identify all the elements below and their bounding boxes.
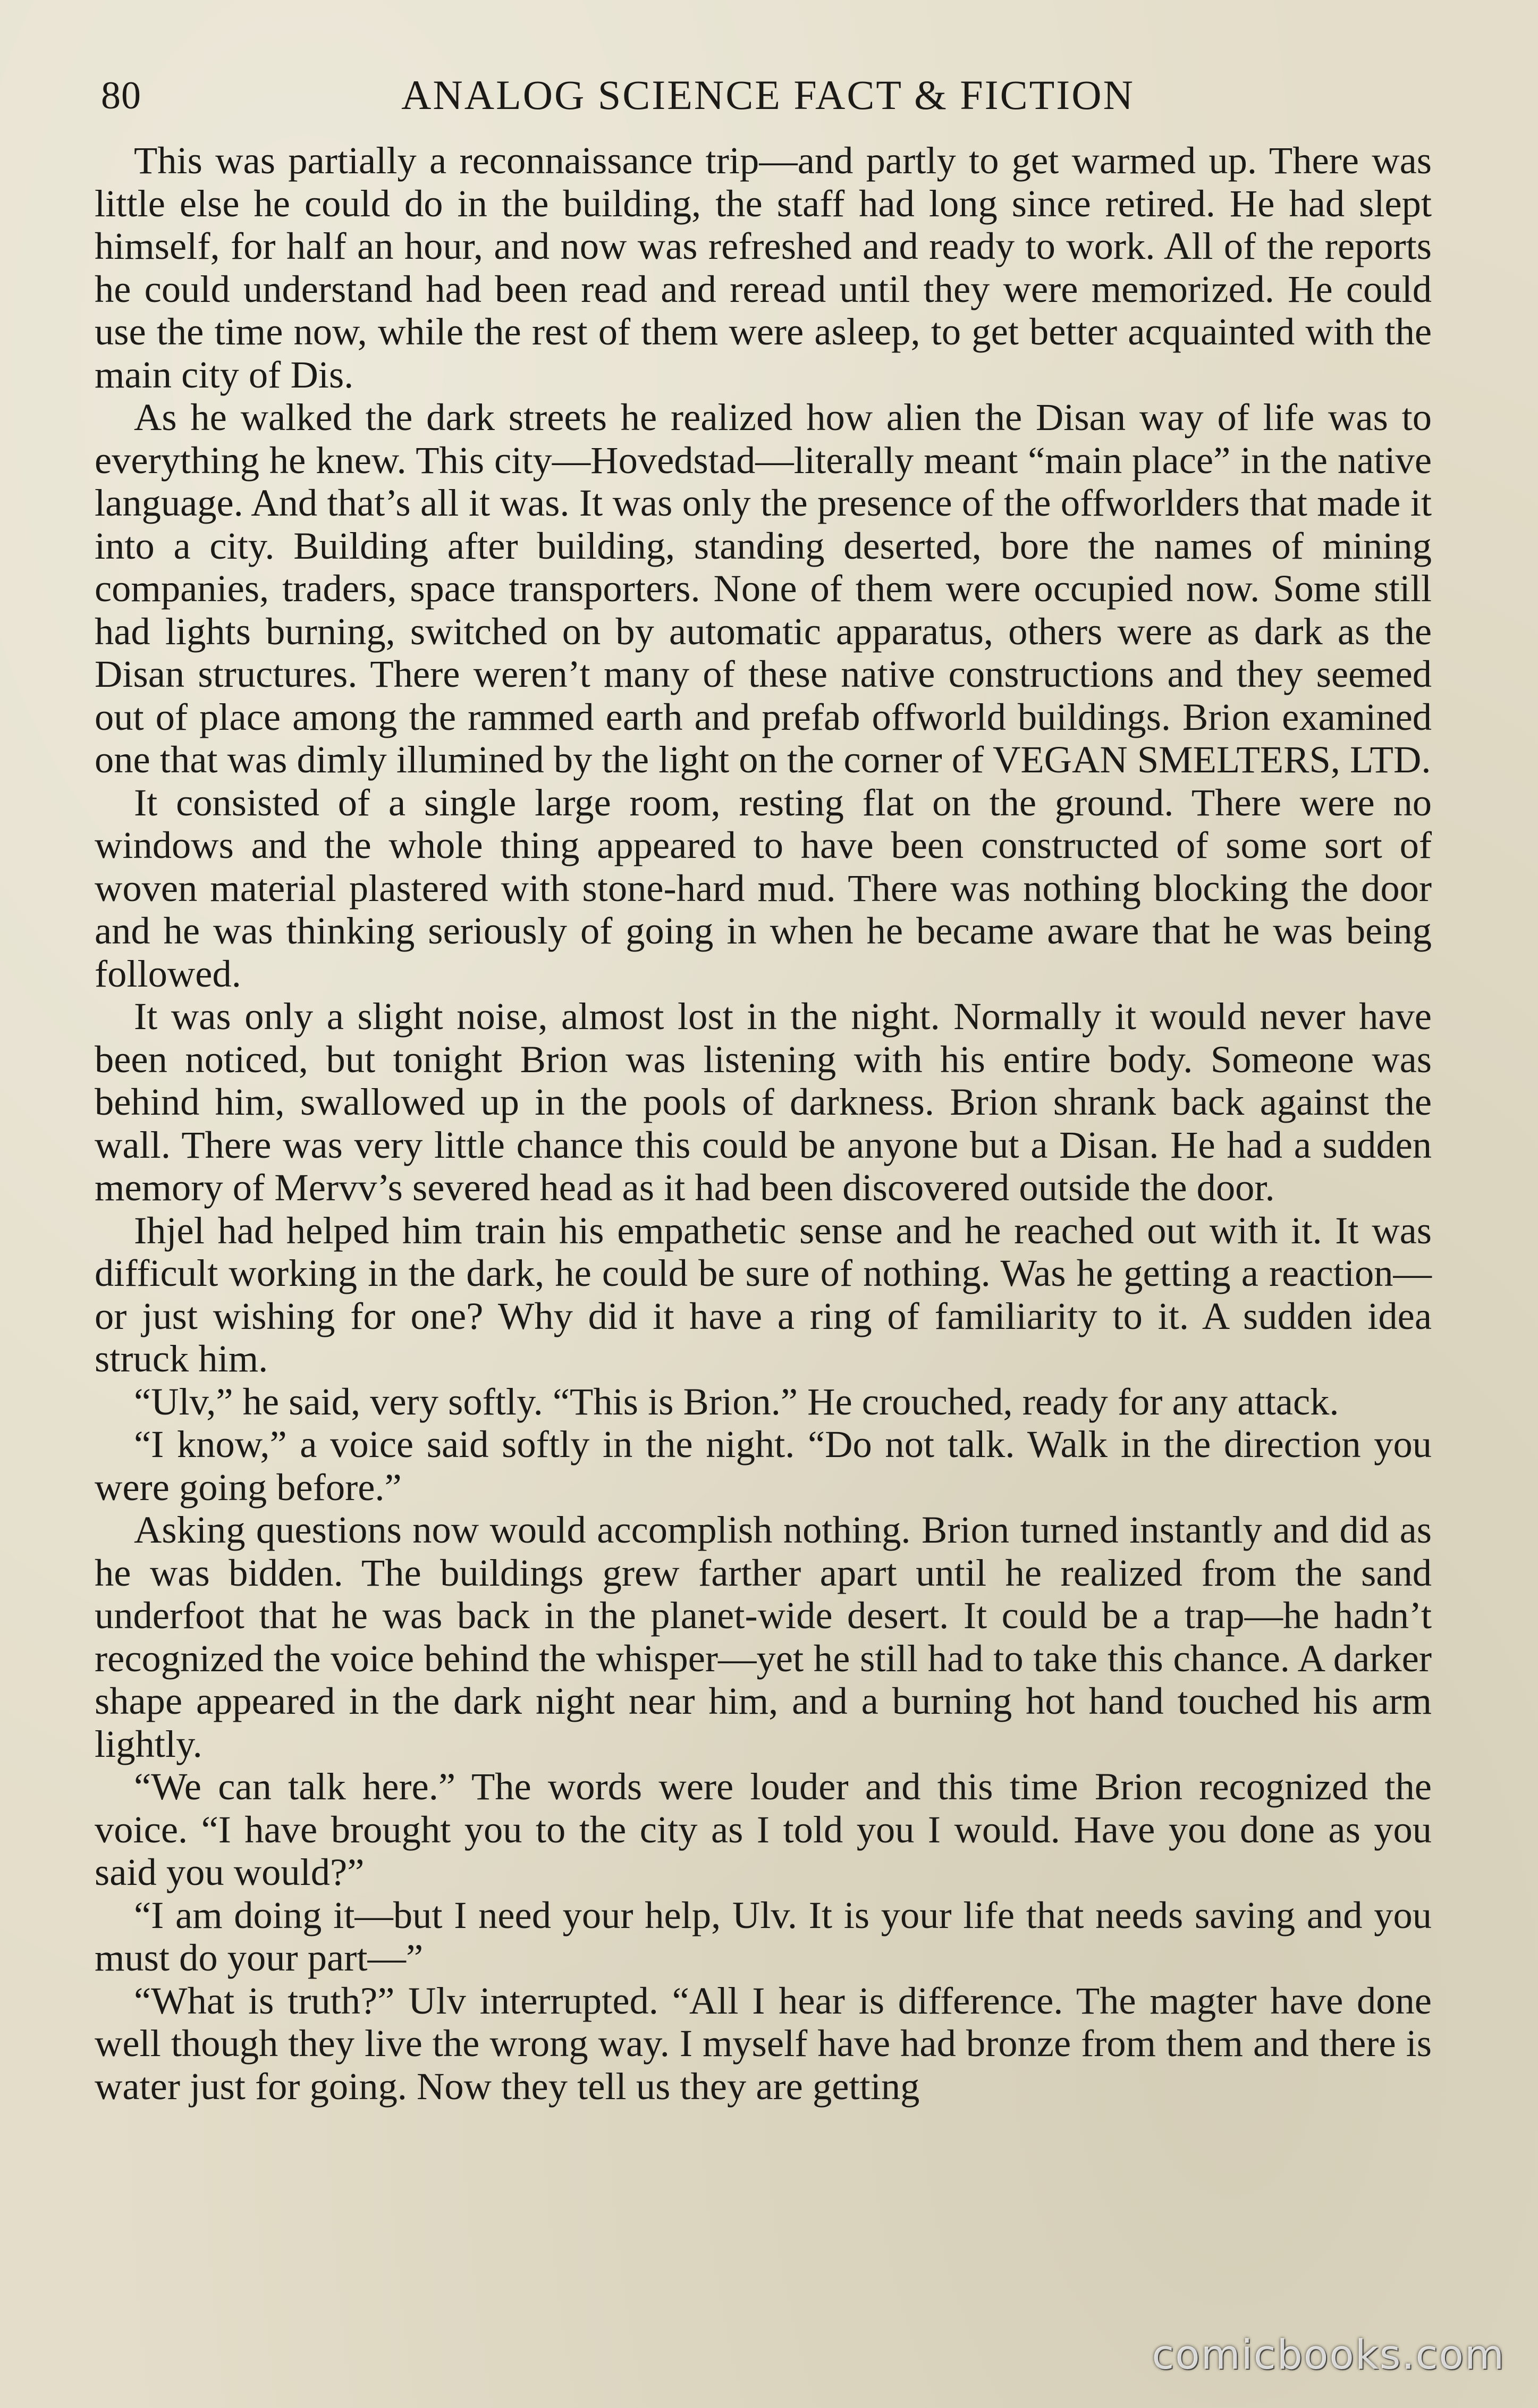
journal-title: ANALOG SCIENCE FACT & FICTION [401, 72, 1135, 118]
watermark: comicbooks.com [1152, 2331, 1505, 2378]
paragraph: “What is truth?” Ulv interrupted. “All I hear is difference. The magter have done well though they live the wrong way. I myself have had bronze from them and there is water just for going. Now they tell us they are getting [95, 1978, 1432, 2108]
running-head [101, 64, 1435, 128]
paragraph: “Ulv,” he said, very softly. “This is Brion.” He crouched, ready for any attack. [134, 1379, 1339, 1423]
paragraph: It consisted of a single large room, resting flat on the ground. There were no windows and the whole thing appeared to have been constructed of some sort of woven material plastered with stone-hard mud. There was nothing blocking the door and he was thinking seriously of going in when he became aware that he was being followed. [95, 780, 1432, 995]
paragraph: “I am doing it—but I need your help, Ulv. It is your life that needs saving and you must do your part—” [95, 1893, 1432, 1979]
page-number: 80 [101, 74, 141, 117]
paragraph: “I know,” a voice said softly in the night. “Do not talk. Walk in the direction you were going before.” [95, 1422, 1432, 1509]
paragraph: As he walked the dark streets he realized how alien the Disan way of life was to everything he knew. This city—Hovedstad—literally meant “main place” in the native language. And that’s all it was. It was only the presence of the offworlders that made it into a city. Building after building, standing deserted, bore the names of mining companies, traders, space transporters. None of them were occupied now. Some still had lights burning, switched on by automatic apparatus, others were as dark as the Disan structures. There weren’t many of these native constructions and they seemed out of place among the rammed earth and prefab offworld buildings. Brion examined one that was dimly illumined by the light on the corner of VEGAN SMELTERS, LTD. [95, 395, 1432, 781]
paragraph: Asking questions now would accomplish nothing. Brion turned instantly and did as he was bidden. The buildings grew farther apart until he realized from the sand underfoot that he was back in the planet-wide desert. It could be a trap—he hadn’t recognized the voice behind the whisper—yet he still had to take this chance. A darker shape appeared in the dark night near him, and a burning hot hand touched his arm lightly. [95, 1508, 1432, 1765]
body-text [95, 139, 1432, 2108]
paragraph: It was only a slight noise, almost lost in the night. Normally it would never have been noticed, but tonight Brion was listening with his entire body. Someone was behind him, swallowed up in the pools of darkness. Brion shrank back against the wall. There was very little chance this could be anyone but a Disan. He had a sudden memory of Mervv’s severed head as it had been discovered outside the door. [95, 995, 1432, 1209]
paragraph: Ihjel had helped him train his empathetic sense and he reached out with it. It was difficult working in the dark, he could be sure of nothing. Was he getting a reaction—or just wishing for one? Why did it have a ring of familiarity to it. A sudden idea struck him. [95, 1208, 1432, 1380]
paragraph: “We can talk here.” The words were louder and this time Brion recognized the voice. “I have brought you to the city as I told you I would. Have you done as you said you would?” [95, 1765, 1432, 1893]
paragraph: This was partially a reconnaissance trip—and partly to get warmed up. There was little else he could do in the building, the staff had long since retired. He had slept himself, for half an hour, and now was refreshed and ready to work. All of the reports he could understand had been read and reread until they were memorized. He could use the time now, while the rest of them were asleep, to get better acquainted with the main city of Dis. [95, 139, 1432, 396]
